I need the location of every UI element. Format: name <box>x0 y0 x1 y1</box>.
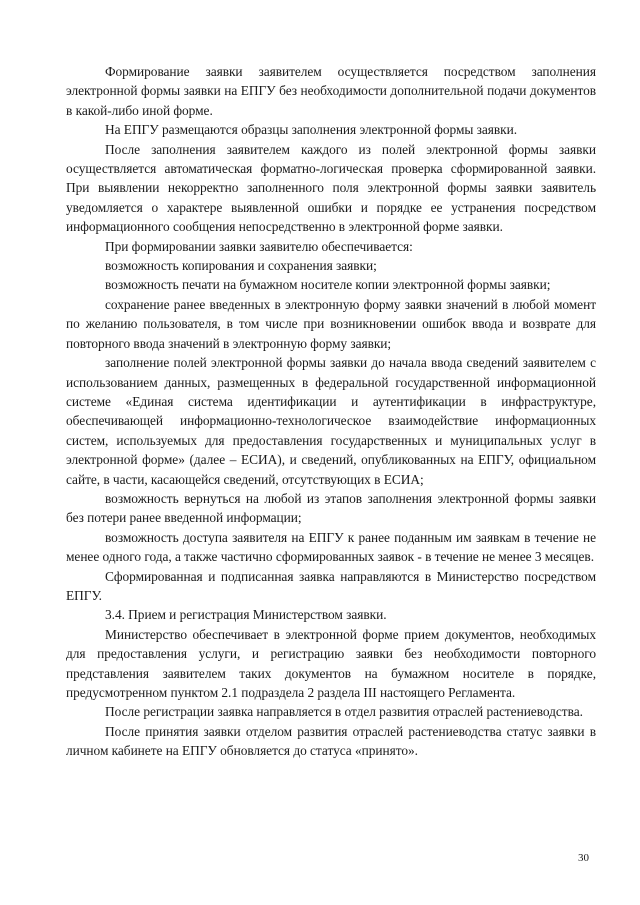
paragraph: После заполнения заявителем каждого из полей электронной формы заявки осуществляется автоматическая форматно-логическая проверка сформированной заявки. При выявлении некорректно заполненного поля электронной формы заявки заявитель уведомляется о характере выявленной ошибки и порядке ее устранения посредством информационного сообщения непосредственно в электронной форме заявки. <box>66 141 596 235</box>
paragraph: При формировании заявки заявителю обеспечивается: <box>105 238 413 254</box>
paragraph: После принятия заявки отделом развития отраслей растениеводства статус заявки в личном кабинете на ЕПГУ обновляется до статуса «принято». <box>66 723 596 759</box>
list-item: возможность вернуться на любой из этапов заполнения электронной формы заявки без потери ранее введенной информации; <box>66 490 596 526</box>
list-item: возможность печати на бумажном носителе копии электронной формы заявки; <box>105 277 551 293</box>
list-item: сохранение ранее введенных в электронную форму заявки значений в любой момент по желанию пользователя, в том числе при возникновении ошибок ввода и возврате для повторного ввода значений в электронную форму заявки; <box>66 296 596 351</box>
paragraph: На ЕПГУ размещаются образцы заполнения электронной формы заявки. <box>105 122 518 138</box>
list-item: возможность доступа заявителя на ЕПГУ к ранее поданным им заявкам в течение не менее одного года, а также частично сформированных заявок - в течение не менее 3 месяцев. <box>66 529 596 565</box>
page-number: 30 <box>578 852 589 864</box>
document-body <box>66 62 596 761</box>
paragraph: Министерство обеспечивает в электронной форме прием документов, необходимых для предоставления услуги, и регистрацию заявки без необходимости повторного представления заявителем таких документов на бумажном носителе в порядке, предусмотренном пунктом 2.1 подраздела 2 раздела III настоящего Регламента. <box>66 626 596 700</box>
section-heading: 3.4. Прием и регистрация Министерством заявки. <box>105 607 387 623</box>
list-item: заполнение полей электронной формы заявки до начала ввода сведений заявителем с использованием данных, размещенных в федеральной государственной информационной системе «Единая система идентификации и аутентификации в инфраструктуре, обеспечивающей информационно-технологическое взаимодействие информационных систем, используемых для предоставления государственных и муниципальных услуг в электронной форме» (далее – ЕСИА), и сведений, опубликованных на ЕПГУ, официальном сайте, в части, касающейся сведений, отсутствующих в ЕСИА; <box>66 355 596 487</box>
list-item: возможность копирования и сохранения заявки; <box>105 258 377 274</box>
paragraph: Формирование заявки заявителем осуществляется посредством заполнения электронной формы заявки на ЕПГУ без необходимости дополнительной подачи документов в какой-либо иной форме. <box>66 64 596 118</box>
paragraph: Сформированная и подписанная заявка направляются в Министерство посредством ЕПГУ. <box>66 568 596 603</box>
paragraph: После регистрации заявка направляется в отдел развития отраслей растениеводства. <box>105 704 583 720</box>
